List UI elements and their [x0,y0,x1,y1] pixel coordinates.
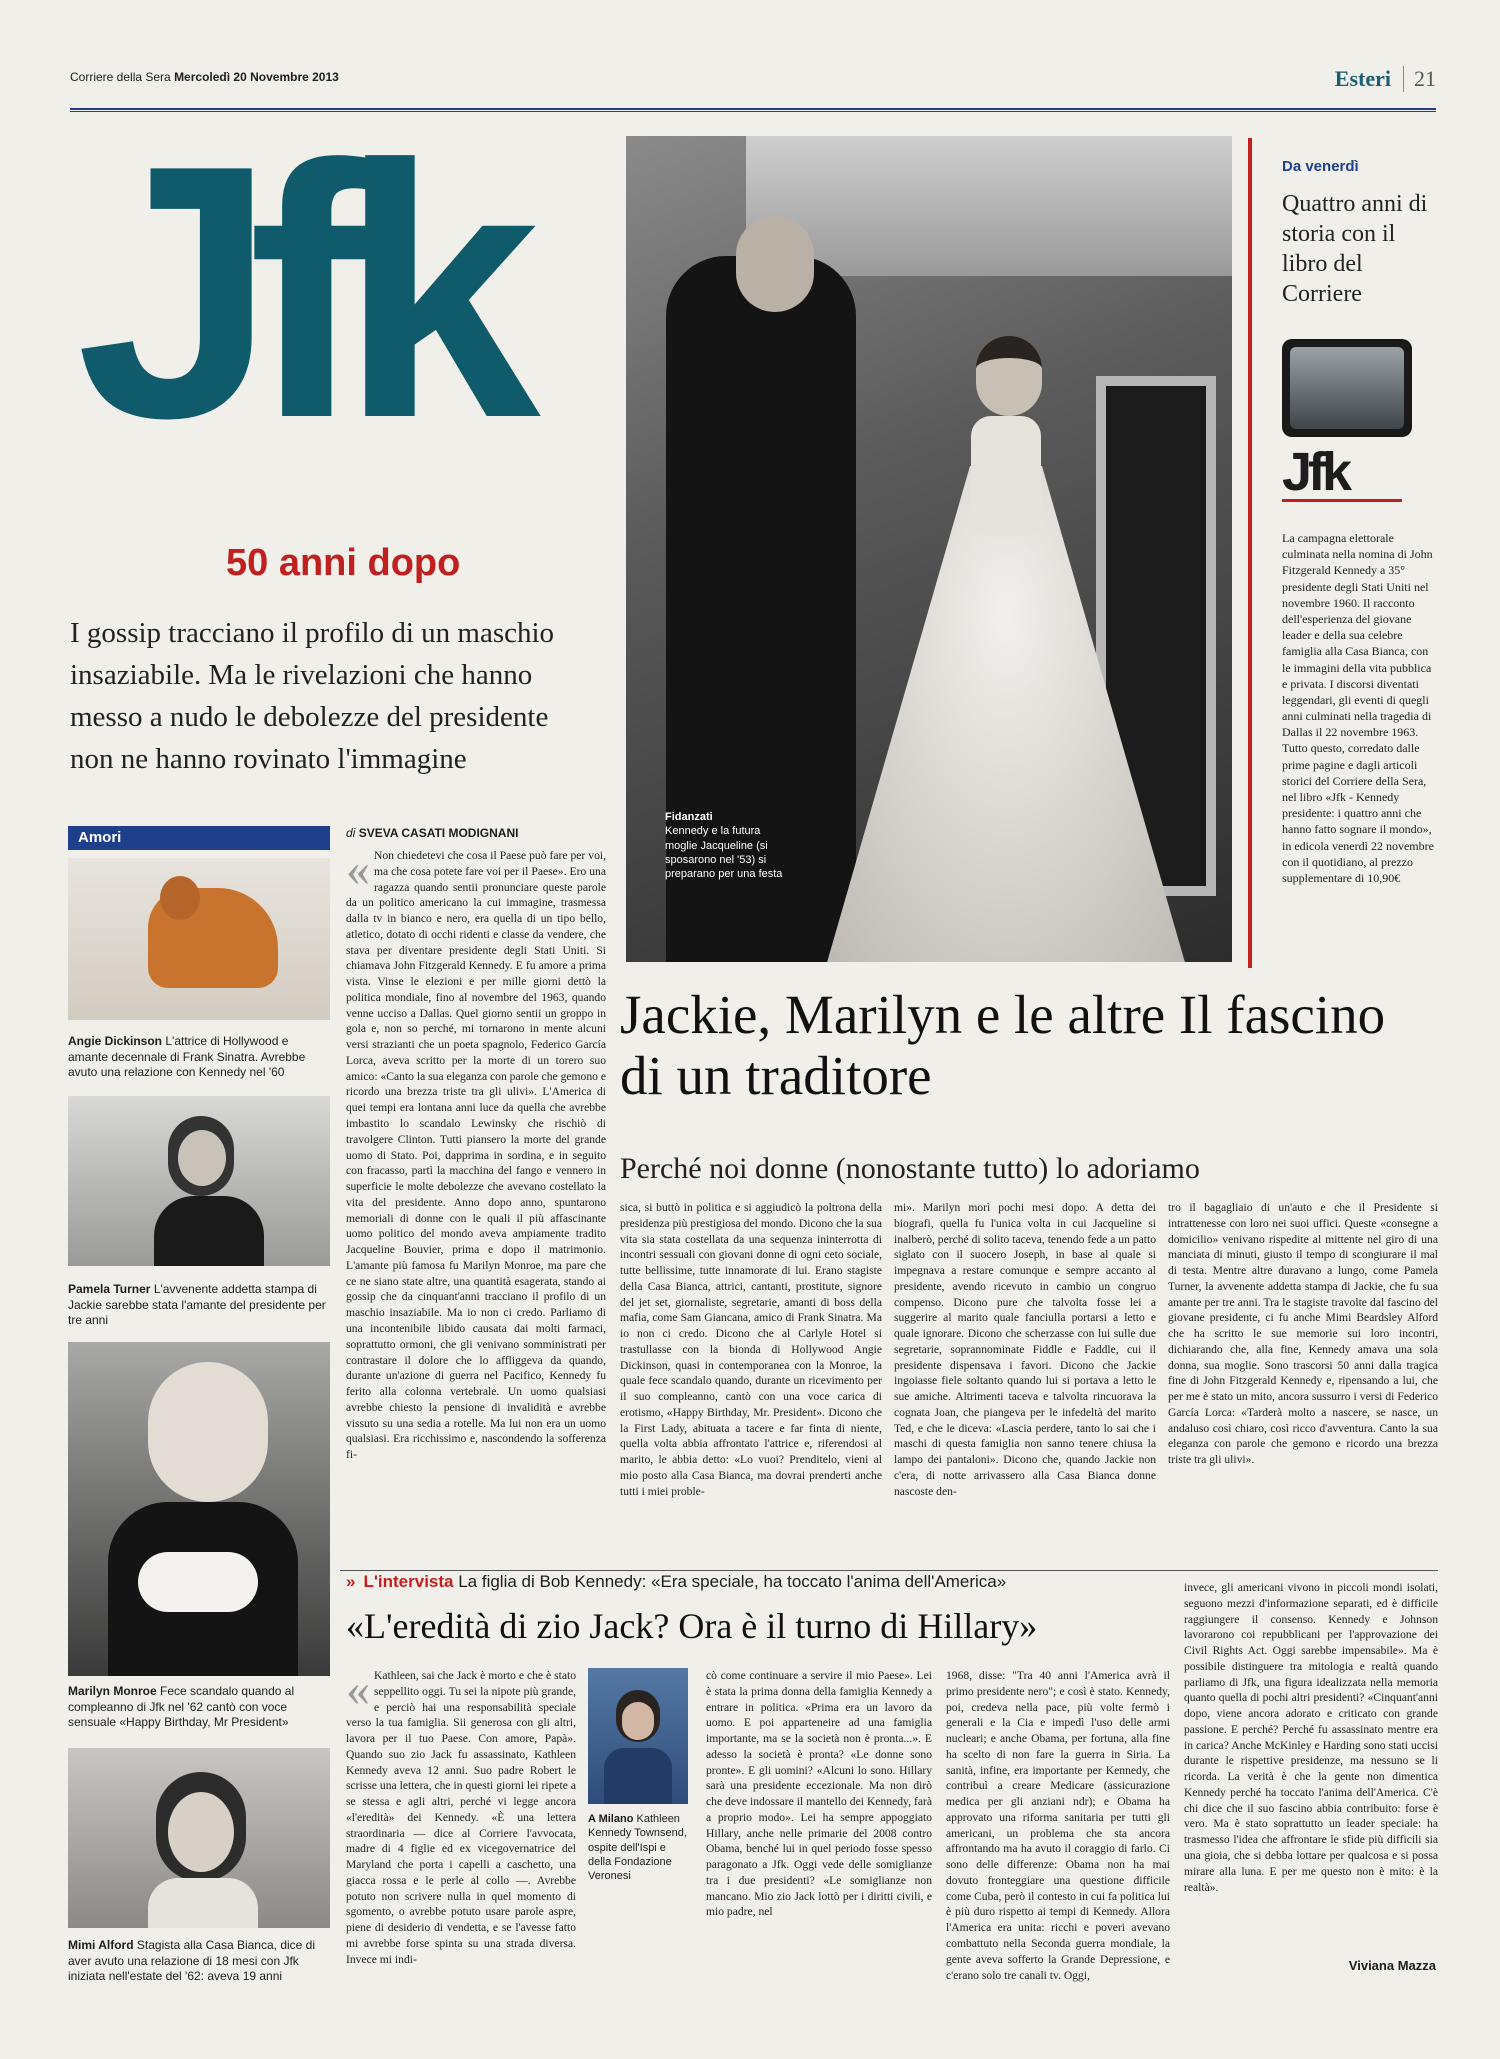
interview-column-1: « Kathleen, sai che Jack è morto e che è stato seppellito oggi. Tu sei la nipote più grande, e perciò hai una responsabilità speciale verso la tua famiglia. Sii generosa con gli altri, lavora per il tuo Paese. Con amore, Papà». Quando suo zio Jack fu assassinato, Kathleen Kennedy aveva 12 anni. Suo padre Robert le scrisse una lettera, che in questi giorni lei ripete a se stessa e agli altri, perché vi legge ancora «l'eredità» dei Kennedy. «È una lettera straordinaria — dice al Corriere l'avvocata, madre di 4 figlie ed ex vicegovernatrice del Maryland che porta i capelli a caschetto, una giacca rossa e le perle al collo —. Avrebbe potuto non scrivere nulla in quel momento di sgomento, o avrebbe potuto usare parole aspre, piene di desiderio di vendetta, e se l'avesse fatto mi avrebbe forse spinta su una strada diversa. Invece mi indi- [346,1668,576,1966]
kicker-arrows: » [346,1572,356,1591]
article-headline: Jackie, Marilyn e le altre Il fascino di un traditore [620,984,1386,1106]
newspaper-name: Corriere della Sera [70,70,171,84]
main-photo-caption [665,810,795,881]
interview-col4-text: invece, gli americani vivono in piccoli mondi isolati, seguono mezzi d'informazione separati, ed è difficile raggiungere il consenso. Kennedy e Johnson lavorarono coi repubblicani per l'approvazione dei Civil Rights Act. Oggi sarebbe impensabile». Ma è possibile distinguere tra mitologia e realtà quando parliamo di Jfk, una figura idealizzata nella memoria quanto quella di pochi altri presidenti? «Cinquant'anni dopo, viene ancora adorato e criticato con grande passione. E perché? Perché fu assassinato mentre era in carica? Anche McKinley e Harding sono stati uccisi durante le rispettive presidenze, ma nessuno se li ricorda. La verità è che la gente non dimentica Kennedy perché ha toccato l'anima dell'America. C'è chi dice che il suo fascino abbia contribuito: forse è vero. Ma è stato soprattutto un leader speciale: ha trasmesso l'idea che affrontare le sfide più difficili sia una gioia, che si debba lottare per qualcosa e si possa mirare alla luna. E per me questo non è mito: è la realtà». [1184,1581,1438,1894]
masthead-strip [70,70,339,84]
caption-body: L'attrice di Hollywood e amante decennale di Frank Sinatra. Avrebbe avuto una relazione con Kennedy nel '60 [68,1034,306,1080]
article-col2-text: sica, si buttò in politica e si aggiudicò la poltrona della presidenza più prestigiosa del mondo. Dicono che la sua vita sia stata costellata da una sequenza ininterrotta di incontri sessuali con giovani donne di ogni ceto sociale, tutte bellissime, tutte innamorate di lui. Erano stagiste della Casa Bianca, attrici, cantanti, prostitute, signore del jet set, giornaliste, segretarie, amanti di boss della mafia, come Sam Giancana, amico di Frank Sinatra. Ma io non ci credo. Dicono che al Carlyle Hotel si trastullasse con la bionda di Hollywood Angie Dickinson, quasi in contemporanea con la Monroe, la quale fece scandalo quando, durante un ricevimento per il suo compleanno, cantò con una voce carica di erotismo, «Happy Birthday, Mr. President». Dicono che la First Lady, abituata a tacere e far finta di niente, quella volta abbia affrontato l'attrice e, riferendosi al marito, le abbia detto: «Lo vuoi? Prenditelo, vieni al mio posto alla Casa Bianca, ma dovrai prenderti anche tutti i miei proble- [620,1201,882,1498]
section-divider [340,1570,1438,1571]
article-col4-text: tro il bagagliaio di un'auto e che il Presidente si intrattenesse con loro nei suoi uffici. Queste «consegne a domicilio» venivano rispedite al mittente nel giro di una manciata di minuti, giusto il tempo di scongiurare il mal di testa. Mentre altre duravano a lungo, come Pamela Turner, la avvenente addetta stampa di Jackie, che fu sua amante per tre anni. Tra le stagiste travolte dal fascino del giovane presidente, ci fu anche Mimi Beardsley Alford che ha scritto le sue memorie sui loro incontri, dichiarando che, alla fine, Kennedy amava una sola donna, sua moglie. Sono trascorsi 50 anni dalla tragica fine di John Fitzgerald Kennedy e, ripensando a lui, che per me è stato un mito, ancora sussurro i versi di Federico García Lorca: «Tarderà molto a nascere, se nasce, un andaluso così chiaro, così ricco d'avventura. Canto la sua eleganza con parole che gemono e ricordo una brezza triste tra gli ulivi». [1168,1201,1438,1467]
amori-header: Amori [68,826,330,850]
interview-author: Viviana Mazza [1348,1958,1436,1973]
interview-col1-text: Kathleen, sai che Jack è morto e che è stato seppellito oggi. Tu sei la nipote più grande, e perciò hai una responsabilità speciale verso la tua famiglia. Sii generosa con gli altri, lavora per il tuo Paese. Con amore, Papà». Quando suo zio Jack fu assassinato, Kathleen Kennedy aveva 12 anni. Suo padre Robert le scrisse una lettera, che in questi giorni lei ripete a se stessa e agli altri, perché vi legge ancora «l'eredità» dei Kennedy. «È una lettera straordinaria — dice al Corriere l'avvocata, madre di 4 figlie ed ex vicegovernatrice del Maryland che porta i capelli a caschetto, una giacca rossa e le perle al collo —. Avrebbe potuto non scrivere nulla in quel momento di sgomento, o avrebbe potuto usare parole aspre, piene di desiderio di vendetta, e se l'avesse fatto mi avrebbe forse spinta su una strada diversa. Invece mi indi- [346,1669,576,1966]
promo-kicker: Da venerdì [1282,158,1359,175]
byline [346,826,518,840]
caption-name: Marilyn Monroe [68,1684,157,1698]
caption-title: Fidanzati [665,811,713,823]
promo-text: La campagna elettorale culminata nella nomina di John Fitzgerald Kennedy a 35° presidente degli Stati Uniti nel novembre 1960. Il racconto dell'esperienza del giovane leader e della sua celebre famiglia alla Casa Bianca, con le immagini della vita pubblica e privata. I discorsi diventati leggendari, gli eventi di quegli anni culminati nella tragedia di Dallas il 22 novembre 1963. Tutto questo, corredato dalle prime pagine e dagli articoli storici del Corriere della Sera, nel libro «Jfk - Kennedy presidente: i quattro anni che hanno fatto sognare il mondo», in edicola venerdì 22 novembre con il quotidiano, al prezzo supplementare di 10,90€ [1282,531,1434,885]
photo-marilyn-monroe [68,1342,330,1676]
byline-author: SVEVA CASATI MODIGNANI [358,826,519,840]
issue-date: Mercoledì 20 Novembre 2013 [174,70,339,84]
photo-mimi-alford [68,1748,330,1928]
kathleen-photo-caption [588,1812,688,1883]
page-number: 21 [1403,66,1436,92]
kicker-label: L'intervista [363,1572,454,1591]
caption-name: Pamela Turner [68,1282,151,1296]
article-subhead: Perché noi donne (nonostante tutto) lo adoriamo [620,1152,1200,1185]
caption-body: Kathleen Kennedy Townsend, ospite dell'Ispi e della Fondazione Veronesi [588,1813,687,1883]
deck-text: I gossip tracciano il profilo di un maschio insaziabile. Ma le rivelazioni che hanno messo a nudo le debolezze del presidente non ne hanno rovinato l'immagine [70,617,555,776]
caption-marilyn-monroe [68,1684,330,1731]
interview-column-4 [1184,1580,1438,1952]
caption-name: Angie Dickinson [68,1034,163,1048]
interview-kicker [346,1572,1006,1592]
anniversary-tagline: 50 anni dopo [226,542,461,584]
photo-kathleen-kennedy [588,1668,688,1804]
book-promo-sidebar [1248,138,1438,968]
photo-pamela-turner [68,1096,330,1266]
caption-angie-dickinson [68,1034,330,1081]
article-col1-text: Non chiedetevi che cosa il Paese può fare per voi, ma che cosa potete fare voi per il Paese». Ero una ragazza quando sentii pronunciare queste parole da un politico americano la cui immagine, trasmessa dalla tv in bianco e nero, era quella di un tipo bello, atletico, dotato di occhi ridenti e classe da vendere, che stava per diventare presidente degli Stati Uniti. Si chiamava John Fitzgerald Kennedy. E fu amore a prima vista. Vinse le elezioni e per mille giorni dettò la politica mondiale, fino al novembre del 1963, quando venne ucciso a Dallas. Quel giorno sentii un groppo in gola e, non so perché, mi tornarono in mente alcuni versi strazianti che un poeta spagnolo, Federico García Lorca, aveva scritto per la morte di un torero suo amico: «Canto la sua eleganza con parole che gemono e ricordo una brezza triste tra gli ulivi». L'America di quei tempi era lontana anni luce da quella che avrebbe imbastito lo scandalo Lewinsky che rischiò di travolgere Clinton. Tutti piansero la morte del grande uomo di Stato. Poi, dapprima in sordina, e in seguito con fracasso, partì la macchina del fango e vennero in superficie le molte debolezze che avevano costellato la vita del presidente. Anno dopo anno, spuntarono memoriali di donne con le quali il più affascinante uomo politico del mondo aveva ampiamente tradito Jacqueline Bouvier, prima e dopo il matrimonio. L'amante più famosa fu Marilyn Monroe, ma pare che ce ne siano state altre, una quantità esagerata, stando ai gossip che da cinquant'anni tracciano il profilo di un maschio insaziabile. Ma io non ci credo. Parliamo di una incontenibile libido causata dai molti farmaci, soprattutto ormoni, che gli venivano somministrati per contrastare il dolore che lo affliggeva da quando, durante un'azione di guerra nel Pacifico, Kennedy fu ferito alla colonna vertebrale. Un uomo qualsiasi avrebbe chiesto la pensione di invalidità e avrebbe vissuto su una sedia a rotelle. Ma lui non era un uomo qualsiasi. Era ricchissimo e, nascondendo la sofferenza fi- [346,849,606,1462]
caption-pamela-turner [68,1282,330,1329]
promo-jfk-logo: Jfk [1282,445,1402,502]
interview-headline: «L'eredità di zio Jack? Ora è il turno di Hillary» [346,1606,1038,1646]
caption-text: Kennedy e la futura moglie Jacqueline (si sposarono nel '53) si preparano per una festa [665,825,783,881]
section-name: Esteri [1334,66,1391,91]
promo-title: Quattro anni di storia con il libro del Corriere [1282,191,1428,307]
photo-angie-dickinson [68,858,330,1020]
interview-column-3 [946,1668,1170,1988]
interview-column-2 [706,1668,932,1988]
jfk-logo: Jfk [76,91,513,493]
caption-title: A Milano [588,1813,634,1825]
article-column-1: « Non chiedetevi che cosa il Paese può fare per voi, ma che cosa potete fare voi per il Paese». Ero una ragazza quando sentii pronunciare queste parole da un politico americano la cui immagine, trasmessa dalla tv in bianco e nero, era quella di un tipo bello, atletico, dotato di occhi ridenti e classe da vendere, che stava per diventare presidente degli Stati Uniti. Si chiamava John Fitzgerald Kennedy. E fu amore a prima vista. Vinse le elezioni e per mille giorni dettò la politica mondiale, fino al novembre del 1963, quando venne ucciso a Dallas. Quel giorno sentii un groppo in gola e, non so perché, mi tornarono in mente alcuni versi strazianti che un poeta spagnolo, Federico García Lorca, aveva scritto per la morte di un torero suo amico: «Canto la sua eleganza con parole che gemono e ricordo una brezza triste tra gli ulivi». L'America di quei tempi era lontana anni luce da quella che avrebbe imbastito lo scandalo Lewinsky che rischiò di travolgere Clinton. Tutti piansero la morte del grande uomo di Stato. Poi, dapprima in sordina, e in seguito con fracasso, partì la macchina del fango e vennero in superficie le molte debolezze che avevano costellato la vita del presidente. Anno dopo anno, spuntarono memoriali di donne con le quali il più affascinante uomo politico del mondo aveva ampiamente tradito Jacqueline Bouvier, prima e dopo il matrimonio. L'amante più famosa fu Marilyn Monroe, ma pare che ce ne siano state altre, una quantità esagerata, stando ai gossip che da cinquant'anni tracciano il profilo di un maschio insaziabile. Ma io non ci credo. Parliamo di una incontenibile libido causata dai molti farmaci, soprattutto ormoni, che gli venivano somministrati per contrastare il dolore che lo affliggeva da quando, durante un'azione di guerra nel Pacifico, Kennedy fu ferito alla colonna vertebrale. Un uomo qualsiasi avrebbe chiesto la pensione di invalidità e avrebbe vissuto su una sedia a rotelle. Ma lui non era un uomo qualsiasi. Era ricchissimo e, nascondendo la sofferenza fi- [346,848,606,1462]
byline-prefix: di [346,826,356,840]
article-col3-text: mi». Marilyn morì pochi mesi dopo. A detta dei biografi, quella fu l'unica volta in cui Jacqueline si inalberò, perché di solito taceva, tenendo fede a un patto siglato con il suocero Joseph, in base al quale si impegnava a restare comunque e sempre accanto al presidente, avendo ricevuto in cambio un congruo compenso. Dicono pure che talvolta fosse lei a suggerire al marito quale fanciulla portarsi a letto e quale ignorare. Dicono che scherzasse con lui sulle due segretarie, soprannominate Fiddle e Faddle, cui il presidente dispensava i favori. Dicono che Jackie ingoiasse fiele soltanto quando lui si portava a letto le sue amiche. Altrimenti taceva e talvolta rincuorava la cognata Joan, che piangeva per le infedeltà del marito Ted, e che le diceva: «Lascia perdere, tanto lo sai che i maschi di questa famiglia non sanno tenere chiusa la lampo dei pantaloni». Dicono che, quando Jackie non c'era, di notte arrivassero alla Casa Bianca donne nascoste den- [894,1201,1156,1498]
article-column-2 [620,1200,882,1560]
kicker-text: La figlia di Bob Kennedy: «Era speciale, ha toccato l'anima dell'America» [458,1572,1007,1591]
caption-mimi-alford [68,1938,330,1985]
caption-body: L'avvenente addetta stampa di Jackie sarebbe stata l'amante del presidente per tre anni [68,1282,326,1328]
caption-body: Fece scandalo quando al compleanno di Jfk nel '62 cantò con voce sensuale «Happy Birthday, Mr President» [68,1684,295,1730]
caption-name: Mimi Alford [68,1938,134,1952]
section-header [1335,66,1436,92]
article-column-4 [1168,1200,1438,1560]
article-column-3 [894,1200,1156,1560]
interview-col2-text: cò come continuare a servire il mio Paese». Lei è stata la prima donna della famiglia Kennedy a entrare in politica. «Prima era un lavoro da uomo. E poi apparteneire ad una famiglia importante, ma se la società non è pronta...». E adesso la società è pronta? «Le donne sono pronte». E gli uomini? «Alcuni lo sono. Hillary sarà una presidente eccezionale. Ma non dirò che deve indossare il mantello dei Kennedy, farà a proprio modo». Lei ha sempre appoggiato Hillary, anche nelle primarie del 2008 contro Obama, benché lui in quel periodo fosse spesso paragonato a Jfk. Oggi vede delle somiglianze tra i due presidenti? «Le somiglianze non mancano. Mio zio Jack lottò per i diritti civili, e mio padre, nel [706,1669,932,1919]
caption-body: Stagista alla Casa Bianca, dice di aver avuto una relazione di 18 mesi con Jfk iniziata nell'estate del '62: aveva 19 anni [68,1938,316,1984]
tv-photo [1282,339,1412,437]
interview-col3-text: 1968, disse: "Tra 40 anni l'America avrà il primo presidente nero"; e così è stato. Kennedy, poi, credeva nella pace, più volte fermò i generali e la Cia e impedì l'uso delle armi nucleari; e anche Obama, per fortuna, alla fine ha scelto di non fare la guerra in Siria. La sanità, infine, era importante per Kennedy, che contribuì a creare Medicare (assicurazione medica per gli anziani ndr); e Obama ha approvato una riforma sanitaria per tutti gli americani, un problema che sta ancora affrontando ma ha avuto il coraggio di farlo. Ci sono delle differenze: Obama non ha mai dovuto fronteggiare una questione difficile come Cuba, però il contesto in cui fa politica lui è più duro rispetto ai tempi di Kennedy. Allora l'America era unita: ricchi e poveri avevano combattuto nella Seconda guerra mondiale, la gente aveva sofferto la Grande Depressione, e c'erano solo tre canali tv. Oggi, [946,1669,1170,1982]
